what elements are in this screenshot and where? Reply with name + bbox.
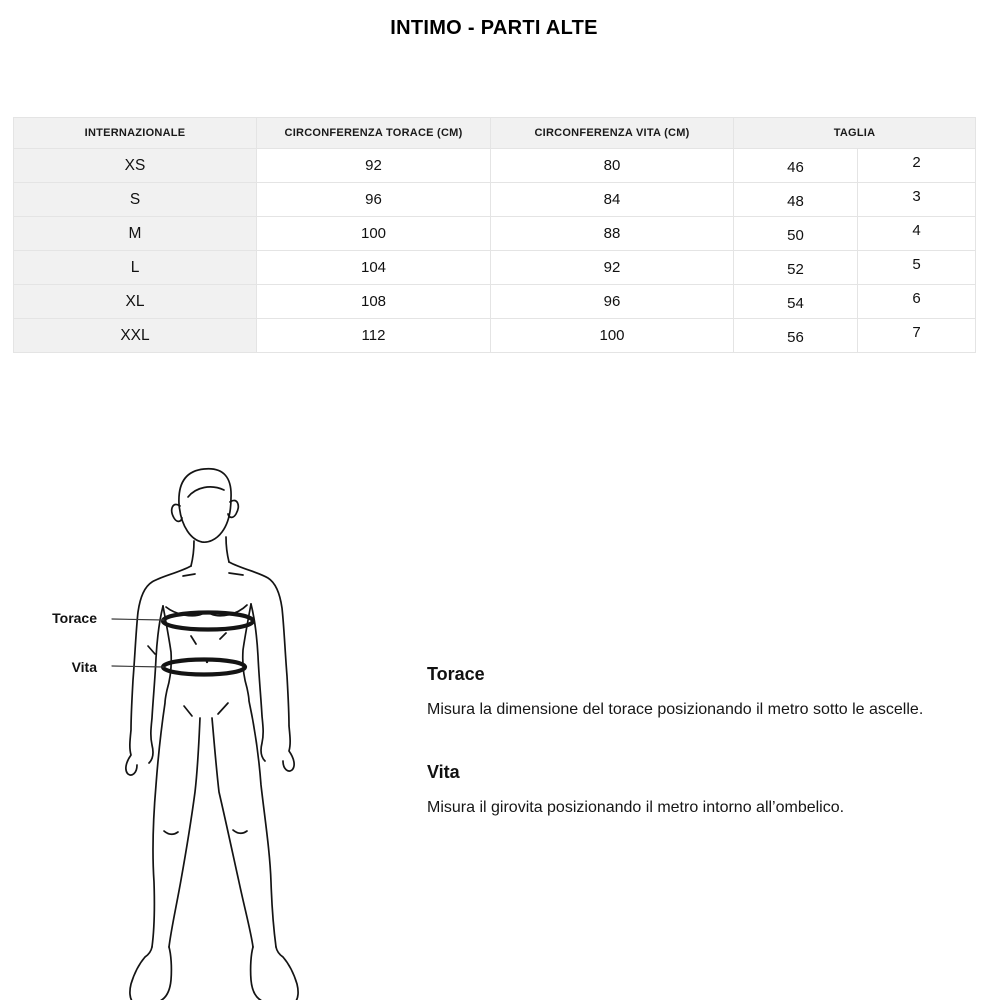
torace-cell: 108	[257, 285, 491, 319]
table-row-l	[14, 251, 976, 285]
table-row-s	[14, 183, 976, 217]
hair-line	[188, 487, 224, 497]
right-knee-dash	[233, 830, 247, 833]
torace-cell: 104	[257, 251, 491, 285]
right-arm-outer	[229, 562, 294, 771]
vita-cell: 92	[491, 251, 734, 285]
size-cell: XS	[14, 149, 257, 183]
figure-label-torace: Torace	[52, 610, 97, 626]
size-table-header-row	[14, 118, 976, 149]
chest-measurement-ring	[163, 613, 253, 630]
taglia-num-cell: 7	[858, 319, 976, 353]
taglia-it-cell: 48	[734, 183, 858, 217]
left-leg-inner	[169, 718, 200, 947]
torace-cell: 92	[257, 149, 491, 183]
size-cell: L	[14, 251, 257, 285]
vita-description: Misura il girovita posizionando il metro intorno all’ombelico.	[427, 799, 845, 816]
waist-measurement-ring	[163, 660, 245, 675]
torace-cell: 112	[257, 319, 491, 353]
col-header-vita: CIRCONFERENZA VITA (CM)	[491, 118, 734, 149]
hip-dash-left	[184, 706, 192, 716]
right-collarbone-dash	[229, 573, 243, 575]
neck-left	[191, 541, 194, 566]
size-cell: XXL	[14, 319, 257, 353]
head-outline	[179, 469, 231, 542]
male-body-figure	[30, 440, 400, 1000]
size-cell: S	[14, 183, 257, 217]
size-table	[13, 117, 976, 353]
right-foot-outer	[276, 947, 298, 1000]
left-torso-leg-outer	[152, 606, 171, 947]
vita-cell: 100	[491, 319, 734, 353]
table-row-xl	[14, 285, 976, 319]
neck-right	[226, 537, 229, 562]
taglia-it-cell: 46	[734, 149, 858, 183]
left-arm-outer	[126, 566, 191, 775]
taglia-it-cell: 54	[734, 285, 858, 319]
vita-cell: 88	[491, 217, 734, 251]
size-cell: XL	[14, 285, 257, 319]
taglia-it-cell: 56	[734, 319, 858, 353]
page-title: INTIMO - PARTI ALTE	[390, 17, 598, 39]
vita-heading: Vita	[427, 762, 460, 782]
vita-cell: 96	[491, 285, 734, 319]
abs-dash-right	[220, 633, 226, 639]
col-header-torace: CIRCONFERENZA TORACE (CM)	[257, 118, 491, 149]
table-row-xxl	[14, 319, 976, 353]
col-header-internazionale: INTERNAZIONALE	[14, 118, 257, 149]
taglia-num-cell: 5	[858, 251, 976, 285]
left-foot-outer	[130, 947, 152, 1000]
vita-cell: 84	[491, 183, 734, 217]
abs-dash-left	[191, 636, 196, 644]
torace-cell: 96	[257, 183, 491, 217]
figure-label-vita: Vita	[71, 659, 97, 675]
torace-cell: 100	[257, 217, 491, 251]
taglia-num-cell: 3	[858, 183, 976, 217]
taglia-num-cell: 4	[858, 217, 976, 251]
torace-pointer-line	[112, 619, 164, 620]
taglia-num-cell: 2	[858, 149, 976, 183]
taglia-it-cell: 52	[734, 251, 858, 285]
left-foot-inner	[160, 947, 171, 1000]
table-row-m	[14, 217, 976, 251]
right-foot-inner	[251, 947, 262, 1000]
taglia-num-cell: 6	[858, 285, 976, 319]
left-collarbone-dash	[183, 574, 195, 576]
taglia-it-cell: 50	[734, 217, 858, 251]
torace-heading: Torace	[427, 664, 485, 684]
vita-cell: 80	[491, 149, 734, 183]
measurement-descriptions	[427, 663, 972, 818]
size-cell: M	[14, 217, 257, 251]
left-knee-dash	[164, 831, 178, 834]
torace-description: Misura la dimensione del torace posizionando il metro sotto le ascelle.	[427, 701, 924, 718]
right-arm-inner	[251, 604, 265, 761]
table-row-xs	[14, 149, 976, 183]
hip-dash-right	[218, 703, 228, 714]
col-header-taglia: TAGLIA	[734, 118, 976, 149]
right-leg-inner	[212, 718, 253, 947]
arm-dash-left	[148, 646, 155, 654]
right-torso-leg-outer	[243, 604, 276, 947]
